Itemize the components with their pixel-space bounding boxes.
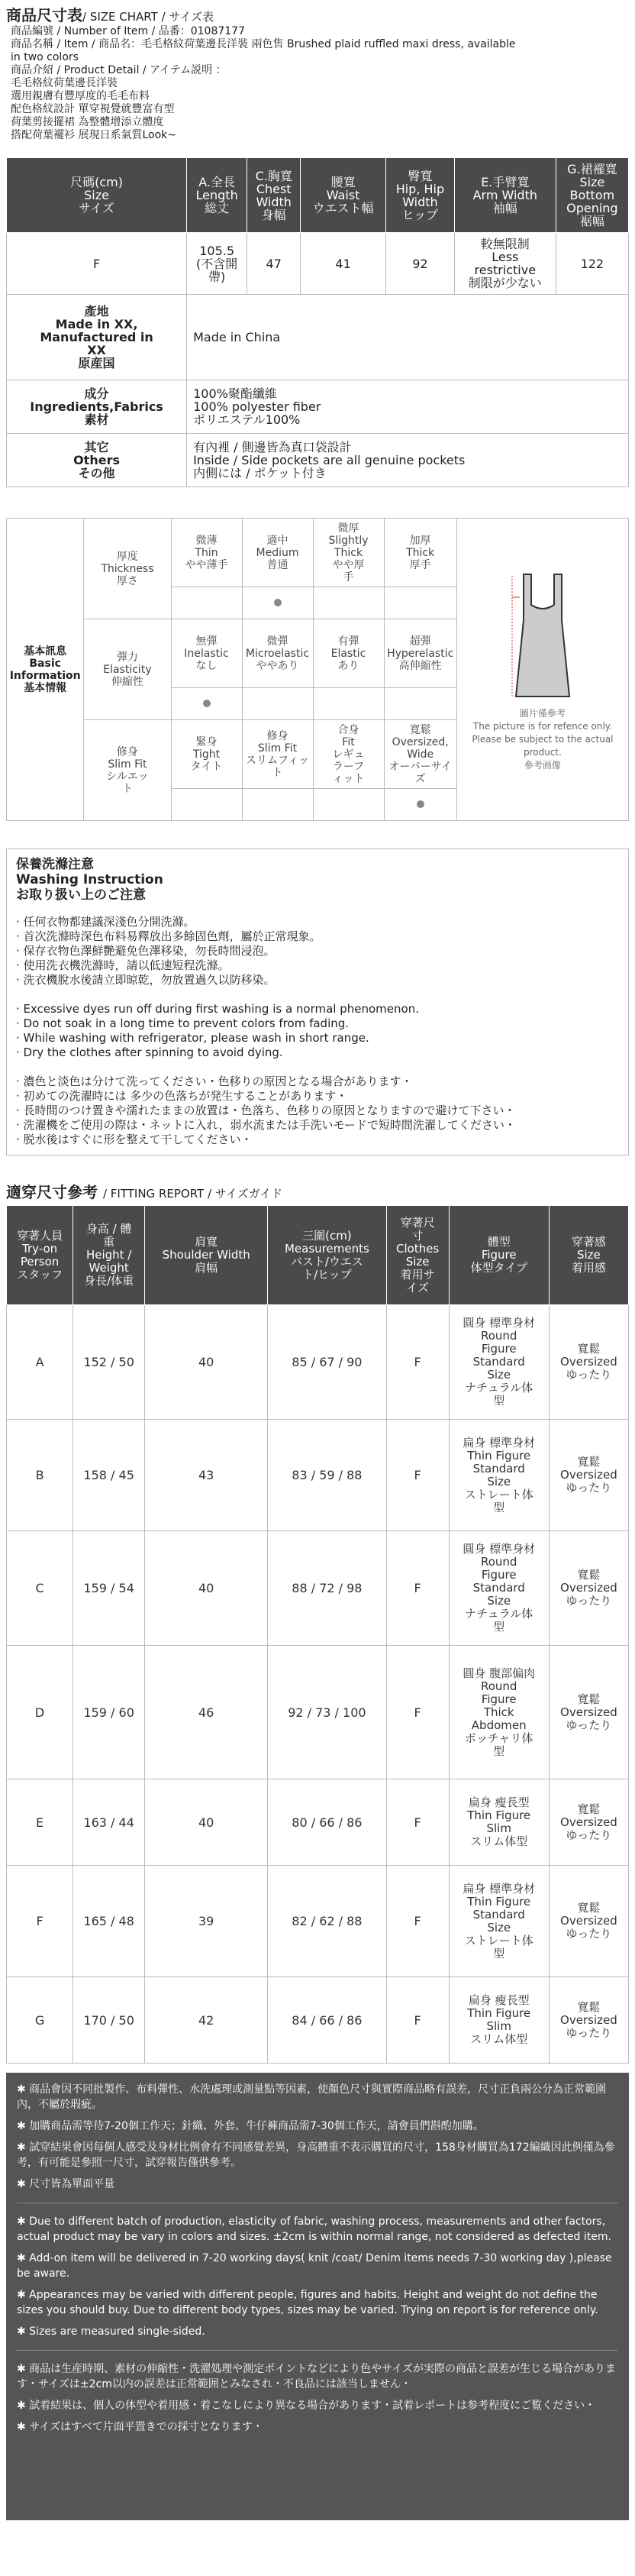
selected-dot-icon bbox=[417, 800, 424, 808]
measurements: 85 / 67 / 90 bbox=[268, 1305, 386, 1420]
attribute-option: 適中 Medium 普通 bbox=[242, 519, 313, 587]
selected-dot-icon bbox=[274, 599, 282, 606]
washing-title-cn: 保養洗滌注意 bbox=[16, 857, 94, 872]
dot-cell bbox=[171, 587, 242, 619]
fit-feel: 寬鬆 Oversized ゆったり bbox=[549, 1977, 628, 2064]
try-on-person: G bbox=[7, 1977, 73, 2064]
washing-item: · 首次洗滌時深色布料易釋放出多餘固色劑，屬於正常現象。 bbox=[16, 929, 321, 943]
shoulder-width: 43 bbox=[145, 1420, 268, 1531]
size-chart-table bbox=[6, 157, 629, 487]
size-chart-header: 尺碼(cm) Size サイズ bbox=[7, 158, 187, 233]
washing-item: · 洗衣機脫水後請立即晾乾，勿放置過久以防移染。 bbox=[16, 973, 276, 987]
dot-cell bbox=[171, 789, 242, 821]
attribute-option: 微彈 Microelastic ややあり bbox=[242, 619, 313, 688]
attribute-option: 微厚 Slightly Thick やや厚 手 bbox=[313, 519, 384, 587]
figure-type: 扁身 瘦長型 Thin Figure Slim スリム体型 bbox=[449, 1779, 549, 1866]
shoulder-width: 42 bbox=[145, 1977, 268, 2064]
size-chart-cell: 105.5 (不含開 帶) bbox=[187, 233, 247, 295]
clothes-size: F bbox=[386, 1420, 449, 1531]
size-chart-header: G.裙襬寬 Size Bottom Opening 裾幅 bbox=[556, 158, 628, 233]
figure-type: 扁身 瘦長型 Thin Figure Slim スリム体型 bbox=[449, 1977, 549, 2064]
basic-info-table bbox=[6, 518, 629, 821]
fitting-header: 體型 Figure 体型タイプ bbox=[449, 1206, 549, 1305]
fitting-row bbox=[7, 1866, 629, 1977]
others-label: 其它 Others その他 bbox=[7, 434, 187, 487]
fitting-header: 肩寬 Shoulder Width 肩幅 bbox=[145, 1206, 268, 1305]
description-line: 荷葉剪接擺裙 為整體增添立體度 bbox=[11, 116, 164, 128]
clothes-size: F bbox=[386, 1866, 449, 1977]
dot-cell bbox=[384, 789, 456, 821]
description-line: 搭配荷葉襬衫 展現日系氣質Look~ bbox=[11, 129, 176, 141]
dot-cell bbox=[242, 789, 313, 821]
clothes-size: F bbox=[386, 1531, 449, 1646]
size-chart-header: C.胸寬 Chest Width 身幅 bbox=[247, 158, 301, 233]
attribute-option: 緊身 Tight タイト bbox=[171, 720, 242, 789]
shoulder-width: 40 bbox=[145, 1779, 268, 1866]
fitting-table bbox=[6, 1205, 629, 2064]
attribute-name: 修身 Slim Fit シルエッ ト bbox=[84, 720, 171, 821]
size-chart-header: E.手臂寬 Arm Width 袖幅 bbox=[454, 158, 556, 233]
note-item: ✱ Appearances may be varied with different people, figures and habits. Height and weight do not define the sizes you should buy. Due to different body types, sizes may be varied. Trying on report is for reference only. bbox=[17, 2289, 598, 2316]
attribute-option: 寬鬆 Oversized, Wide オーバーサイ ズ bbox=[384, 720, 456, 789]
attribute-name: 厚度 Thickness 厚さ bbox=[84, 519, 171, 619]
figure-caption: 圖片僅參考 The picture is for refence only. Please be subject to the actual product. 參考画像 bbox=[472, 708, 614, 771]
note-item: ✱ Add-on item will be delivered in 7-20 working days( knit /coat/ Denim items needs 7-30 working day ),please be aware. bbox=[17, 2252, 612, 2280]
basic-info-label: 基本訊息 Basic Information 基本情報 bbox=[7, 519, 84, 821]
dot-cell bbox=[313, 789, 384, 821]
washing-item: · 洗濯機をご使用の際は・ネットに入れ，弱水流または手洗いモードで短時間洗濯してください・ bbox=[16, 1118, 516, 1132]
size-chart-cell: 122 bbox=[556, 233, 628, 295]
washing-item: · 任何衣物都建議深淺色分開洗滌。 bbox=[16, 915, 195, 929]
size-chart-cell: 47 bbox=[247, 233, 301, 295]
attribute-name: 彈力 Elasticity 伸縮性 bbox=[84, 619, 171, 720]
note-item: ✱ 商品は生産時期、素材の伸縮性・洗濯処理や測定ポイントなどにより色やサイズが実際の商品と誤差が生じる場合があります・サイズは±2cm以内の誤差は正常範囲とみなされ・不良品には該当しません・ bbox=[17, 2363, 617, 2390]
size-chart-cell: F bbox=[7, 233, 187, 295]
dress-outline-icon bbox=[489, 567, 596, 704]
description-line: 商品名稱 / Item / 商品名：毛毛格紋荷葉邊長洋裝 兩色售 Brushed plaid ruffled maxi dress, available bbox=[11, 38, 516, 50]
figure-type: 扁身 標準身材 Thin Figure Standard Size ストレート体 型 bbox=[449, 1866, 549, 1977]
washing-item: · 使用洗衣機洗滌時，請以低速短程洗滌。 bbox=[16, 958, 230, 972]
washing-en-list bbox=[10, 1002, 625, 1060]
height-weight: 170 / 50 bbox=[73, 1977, 145, 2064]
selected-dot-icon bbox=[203, 700, 211, 707]
measurements: 83 / 59 / 88 bbox=[268, 1420, 386, 1531]
shoulder-width: 39 bbox=[145, 1866, 268, 1977]
fit-feel: 寬鬆 Oversized ゆったり bbox=[549, 1420, 628, 1531]
height-weight: 159 / 60 bbox=[73, 1646, 145, 1779]
size-chart-row bbox=[7, 233, 629, 295]
note-item: ✱ 尺寸皆為單面平量 bbox=[17, 2178, 115, 2190]
fitting-row bbox=[7, 1646, 629, 1779]
shoulder-width: 40 bbox=[145, 1531, 268, 1646]
fabric-row bbox=[7, 380, 629, 434]
measurements: 88 / 72 / 98 bbox=[268, 1531, 386, 1646]
others-row bbox=[7, 434, 629, 487]
notes-cn bbox=[17, 2079, 618, 2195]
description-line: 選用親膚有豐厚度的毛毛布料 bbox=[11, 90, 150, 102]
figure-type: 圓身 標準身材 Round Figure Standard Size ナチュラル体 型 bbox=[449, 1305, 549, 1420]
fitting-heading bbox=[0, 1155, 635, 1205]
note-item: ✱ Sizes are measured single-sided. bbox=[17, 2326, 205, 2338]
figure-type: 扁身 標準身材 Thin Figure Standard Size ストレート体 型 bbox=[449, 1420, 549, 1531]
washing-item: · 初めての洗濯時には 多少の色落ちが発生することがあります・ bbox=[16, 1089, 348, 1103]
washing-item: · Excessive dyes run off during first washing is a normal phenomenon. bbox=[16, 1002, 419, 1016]
dot-cell bbox=[313, 688, 384, 720]
height-weight: 152 / 50 bbox=[73, 1305, 145, 1420]
fitting-header-row bbox=[7, 1206, 629, 1305]
try-on-person: D bbox=[7, 1646, 73, 1779]
washing-item: · Dry the clothes after spinning to avoid dying. bbox=[16, 1046, 283, 1059]
attribute-option: 微薄 Thin やや薄手 bbox=[171, 519, 242, 587]
washing-item: · 濃色と淡色は分けて洗ってください・色移りの原因となる場合があります・ bbox=[16, 1075, 413, 1088]
size-chart-cell: 較無限制 Less restrictive 制限が少ない bbox=[454, 233, 556, 295]
notes-jp bbox=[17, 2358, 618, 2438]
dot-cell bbox=[313, 587, 384, 619]
note-item: ✱ 試穿結果會因每個人感受及身材比例會有不同感覺差異，身高體重不表示購買的尺寸，158身材購買為172編織因此例僅為參考，有可能是參照一尺寸，試穿報告僅供參考。 bbox=[17, 2141, 615, 2169]
fitting-header: 三圍(cm) Measurements バスト/ウエス ト/ヒップ bbox=[268, 1206, 386, 1305]
size-chart-cell: 92 bbox=[385, 233, 454, 295]
size-chart-heading bbox=[0, 0, 635, 25]
fitting-header: 穿著尺 寸 Clothes Size 着用サ イズ bbox=[386, 1206, 449, 1305]
washing-item: · 保存衣物色澤鮮艷避免色澤移染，勿長時間浸泡。 bbox=[16, 944, 276, 958]
fitting-header: 身高 / 體 重 Height / Weight 身長/体重 bbox=[73, 1206, 145, 1305]
origin-row bbox=[7, 295, 629, 380]
clothes-size: F bbox=[386, 1646, 449, 1779]
size-chart-header: 腰寬 Waist ウエスト幅 bbox=[301, 158, 386, 233]
washing-title-en: Washing Instruction bbox=[16, 872, 163, 887]
fit-feel: 寬鬆 Oversized ゆったり bbox=[549, 1305, 628, 1420]
size-chart-header-row bbox=[7, 158, 629, 233]
figure-type: 圓身 標準身材 Round Figure Standard Size ナチュラル体 型 bbox=[449, 1531, 549, 1646]
measurements: 82 / 62 / 88 bbox=[268, 1866, 386, 1977]
fit-feel: 寬鬆 Oversized ゆったり bbox=[549, 1531, 628, 1646]
fit-feel: 寬鬆 Oversized ゆったり bbox=[549, 1646, 628, 1779]
clothes-size: F bbox=[386, 1977, 449, 2064]
fitting-row bbox=[7, 1779, 629, 1866]
basic-info-row bbox=[7, 519, 629, 587]
notes-panel bbox=[6, 2073, 629, 2520]
height-weight: 165 / 48 bbox=[73, 1866, 145, 1977]
measurements: 80 / 66 / 86 bbox=[268, 1779, 386, 1866]
description-line: 毛毛格紋荷葉邊長洋裝 bbox=[11, 77, 118, 89]
dot-cell bbox=[384, 587, 456, 619]
shoulder-width: 40 bbox=[145, 1305, 268, 1420]
fitting-subtitle: / FITTING REPORT / サイズガイド bbox=[102, 1187, 283, 1201]
others-value: 有內裡 / 側邊皆為真口袋設計 Inside / Side pockets are all genuine pockets 内側には / ポケット付き bbox=[187, 434, 629, 487]
dot-cell bbox=[242, 587, 313, 619]
attribute-option: 合身 Fit レギュ ラーフ ィット bbox=[313, 720, 384, 789]
size-chart-cell: 41 bbox=[301, 233, 386, 295]
washing-instructions bbox=[6, 848, 629, 1155]
attribute-option: 加厚 Thick 厚手 bbox=[384, 519, 456, 587]
fitting-row bbox=[7, 1305, 629, 1420]
origin-label: 產地 Made in XX, Manufactured in XX 原産国 bbox=[7, 295, 187, 380]
description-line: 商品編號 / Number of Item / 品番：01087177 bbox=[11, 25, 245, 37]
attribute-option: 修身 Slim Fit スリムフィッ ト bbox=[242, 720, 313, 789]
dot-cell bbox=[171, 688, 242, 720]
try-on-person: F bbox=[7, 1866, 73, 1977]
shoulder-width: 46 bbox=[145, 1646, 268, 1779]
size-chart-header: A.全長 Length 総丈 bbox=[187, 158, 247, 233]
try-on-person: E bbox=[7, 1779, 73, 1866]
fitting-row bbox=[7, 1420, 629, 1531]
fabric-label: 成分 Ingredients,Fabrics 素材 bbox=[7, 380, 187, 434]
measurements: 84 / 66 / 86 bbox=[268, 1977, 386, 2064]
description-line: in two colors bbox=[11, 51, 79, 63]
height-weight: 163 / 44 bbox=[73, 1779, 145, 1866]
try-on-person: C bbox=[7, 1531, 73, 1646]
fitting-row bbox=[7, 1977, 629, 2064]
notes-en bbox=[17, 2211, 618, 2342]
description-line: 配色格紋設計 單穿視覺就豐富有型 bbox=[11, 103, 175, 115]
fit-feel: 寬鬆 Oversized ゆったり bbox=[549, 1866, 628, 1977]
origin-value: Made in China bbox=[187, 295, 629, 380]
fitting-header: 穿著感 Size 着用感 bbox=[549, 1206, 628, 1305]
fabric-value: 100%聚酯纖維 100% polyester fiber ポリエステル100% bbox=[187, 380, 629, 434]
height-weight: 159 / 54 bbox=[73, 1531, 145, 1646]
product-figure bbox=[456, 519, 628, 821]
note-item: ✱ サイズはすべて片面平置きでの採寸となります・ bbox=[17, 2421, 263, 2433]
note-item: ✱ 商品會因不同批製作、布料彈性、水洗處理或測量點等因素，使顏色尺寸與實際商品略有誤差，尺寸正負兩公分為正常範圍內，不屬於瑕疵。 bbox=[17, 2083, 607, 2111]
try-on-person: B bbox=[7, 1420, 73, 1531]
washing-item: · 脱水後はすぐに形を整えて干してください・ bbox=[16, 1133, 253, 1146]
clothes-size: F bbox=[386, 1779, 449, 1866]
washing-item: · While washing with refrigerator, please wash in short range. bbox=[16, 1031, 369, 1045]
clothes-size: F bbox=[386, 1305, 449, 1420]
washing-jp-list bbox=[10, 1075, 625, 1147]
attribute-option: 超彈 Hyperelastic 高伸縮性 bbox=[384, 619, 456, 688]
fitting-title: 適穿尺寸參考 bbox=[6, 1183, 98, 1201]
attribute-option: 有彈 Elastic あり bbox=[313, 619, 384, 688]
fitting-header: 穿著人員 Try-on Person スタッフ bbox=[7, 1206, 73, 1305]
fit-feel: 寬鬆 Oversized ゆったり bbox=[549, 1779, 628, 1866]
note-item: ✱ 加購商品需等待7-20個工作天；針織、外套、牛仔褲商品需7-30個工作天，請會員們斟酌加購。 bbox=[17, 2120, 484, 2132]
height-weight: 158 / 45 bbox=[73, 1420, 145, 1531]
attribute-option: 無彈 Inelastic なし bbox=[171, 619, 242, 688]
product-description bbox=[0, 25, 635, 142]
fitting-row bbox=[7, 1531, 629, 1646]
page-subtitle: / SIZE CHART / サイズ表 bbox=[82, 10, 214, 24]
washing-item: · Do not soak in a long time to prevent colors from fading. bbox=[16, 1017, 350, 1030]
washing-item: · 長時間のつけ置きや濡れたままの放置は・色落ち、色移りの原因となりますので避けて下さい・ bbox=[16, 1104, 516, 1117]
note-item: ✱ Due to different batch of production, elasticity of fabric, washing process, measurements and other factors, actual product may be vary in colors and sizes. ±2cm is within normal range, not considered as defected item. bbox=[17, 2216, 611, 2243]
size-chart-header: 臀寬 Hip, Hip Width ヒップ bbox=[385, 158, 454, 233]
try-on-person: A bbox=[7, 1305, 73, 1420]
figure-type: 圓身 腹部偏肉 Round Figure Thick Abdomen ポッチャリ体 型 bbox=[449, 1646, 549, 1779]
note-item: ✱ 試着結果は、個人の体型や着用感・着こなしにより異なる場合があります・試着レポートは参考程度にご覧ください・ bbox=[17, 2400, 596, 2412]
dot-cell bbox=[384, 688, 456, 720]
washing-title-jp: お取り扱い上のご注意 bbox=[16, 887, 146, 903]
description-line: 商品介紹 / Product Detail / アイテム説明 ： bbox=[11, 64, 227, 76]
page-title: 商品尺寸表 bbox=[6, 6, 82, 24]
washing-cn-list bbox=[10, 915, 625, 987]
measurements: 92 / 73 / 100 bbox=[268, 1646, 386, 1779]
dot-cell bbox=[242, 688, 313, 720]
